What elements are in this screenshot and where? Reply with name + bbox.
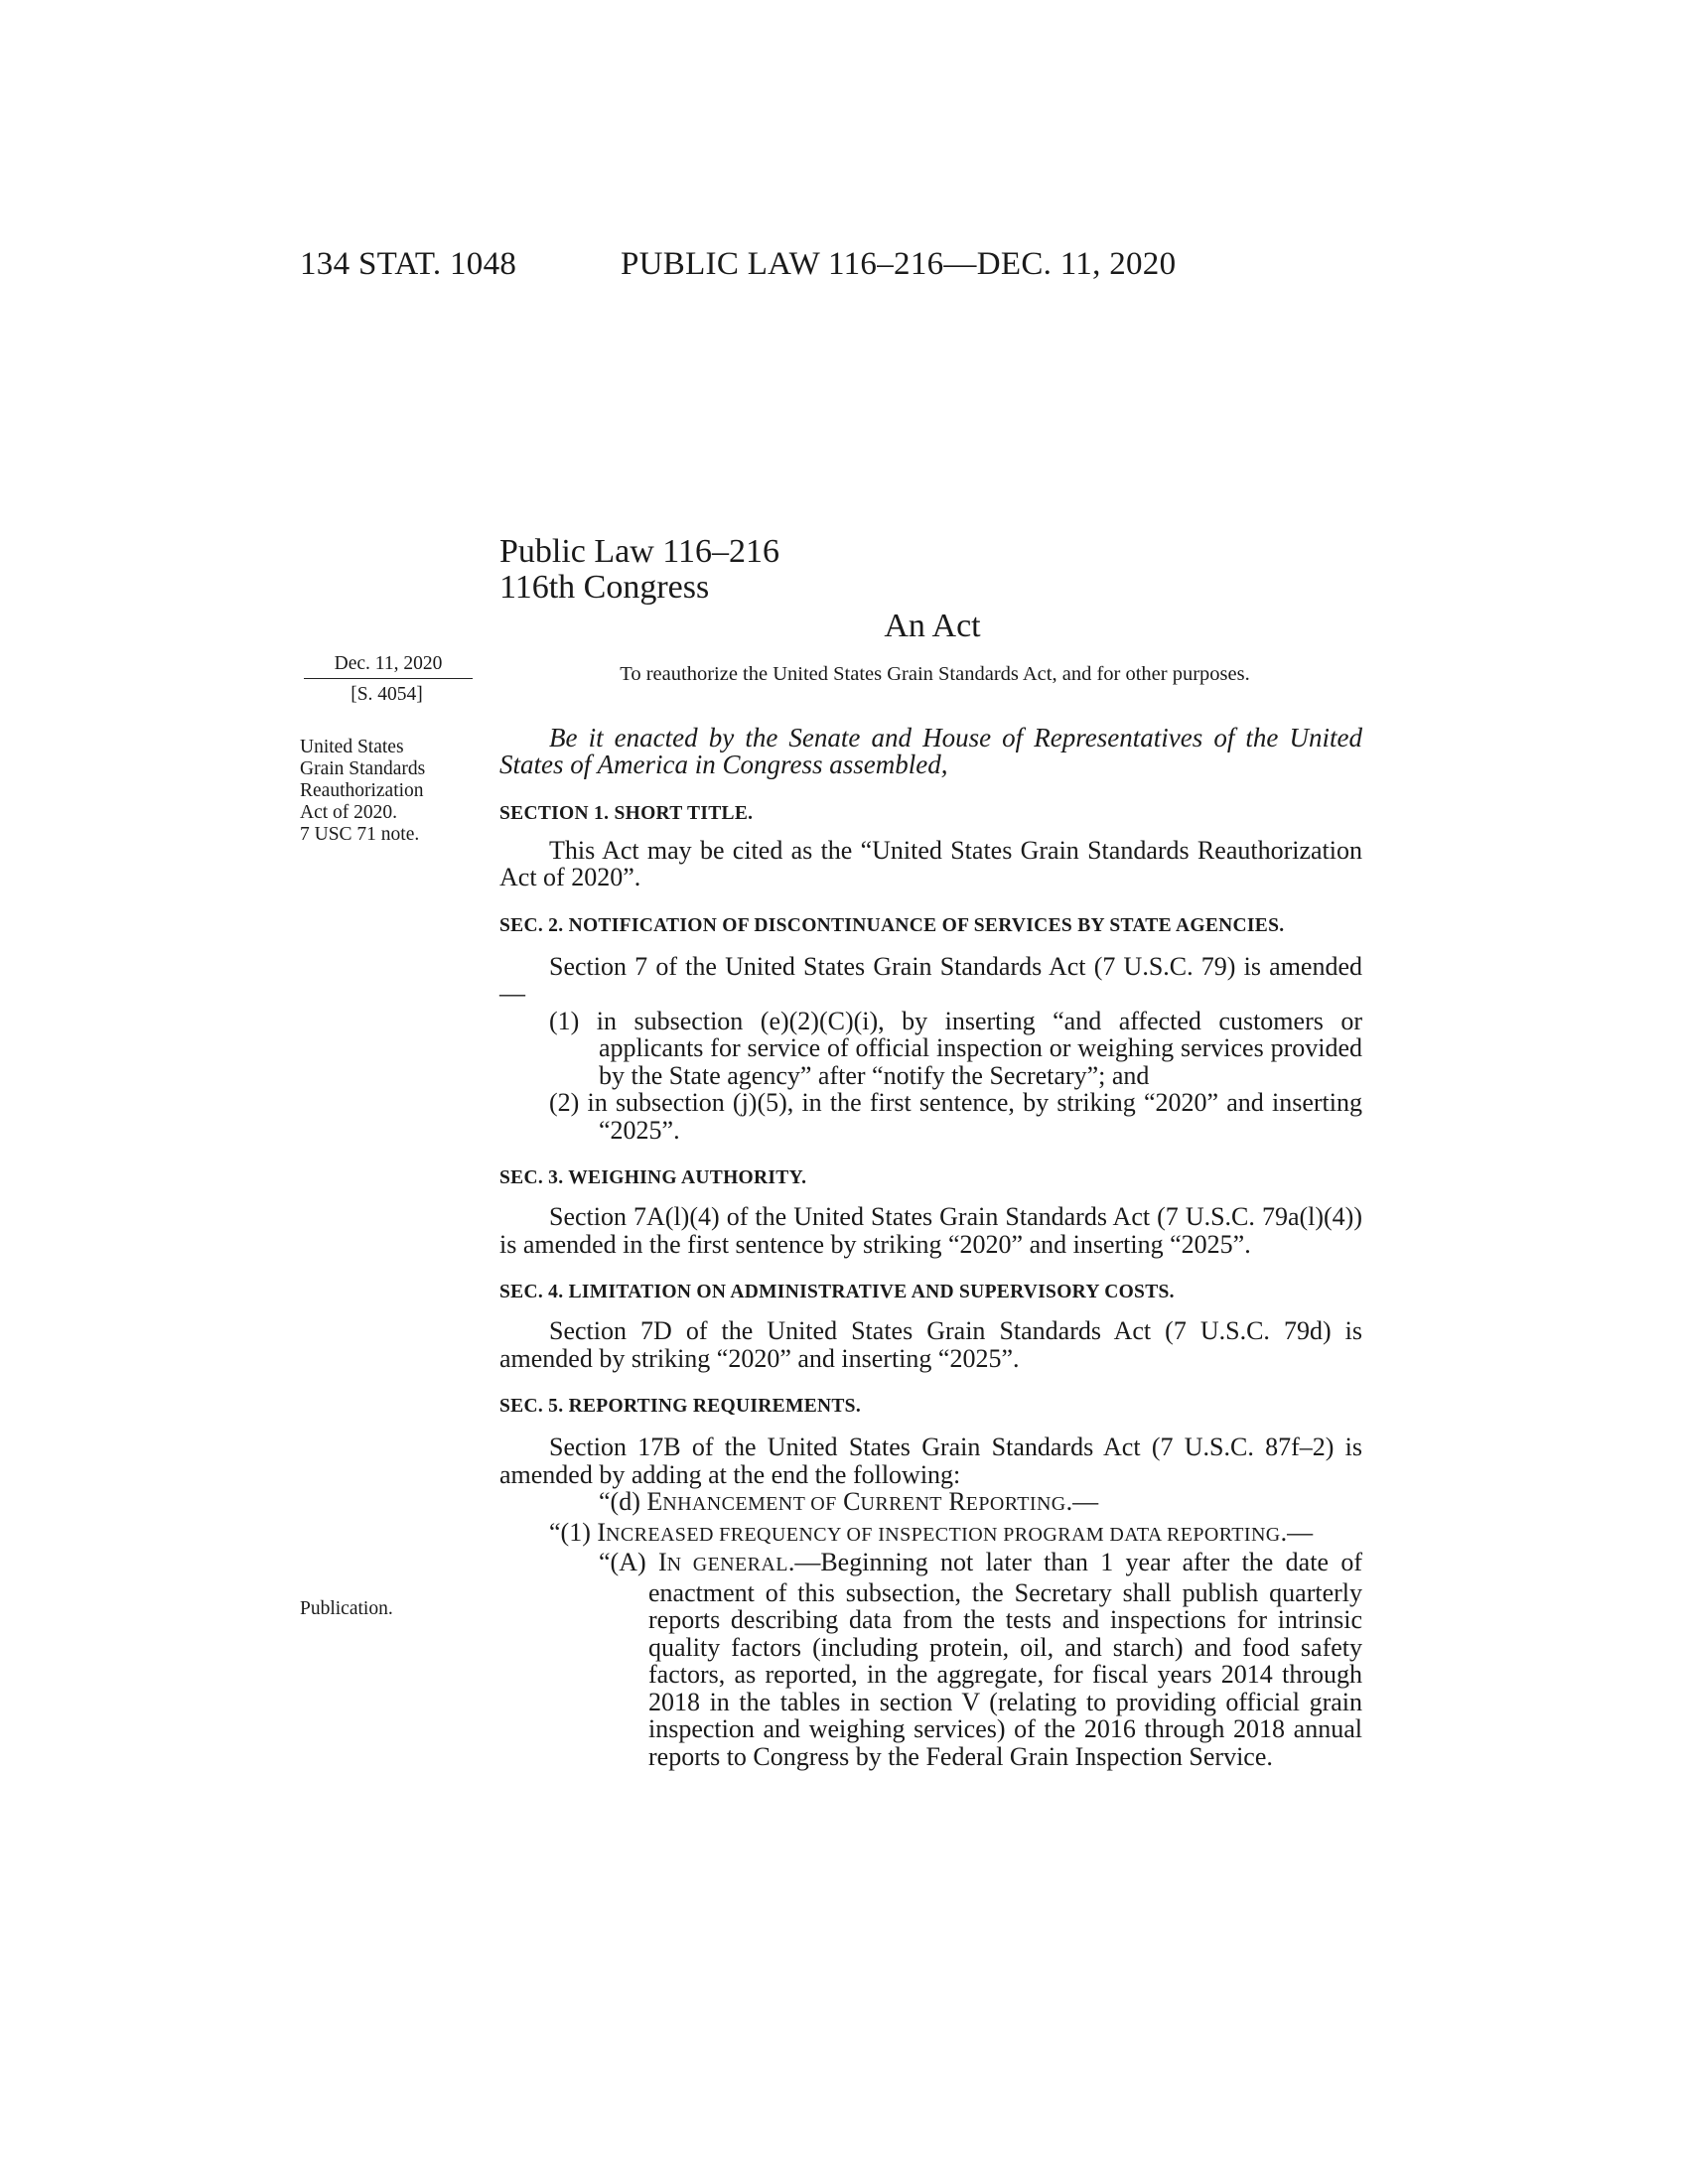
margin-date: Dec. 11, 2020 (304, 653, 473, 679)
paragraph-1-suffix: .— (1280, 1517, 1314, 1547)
section-2-item-2: (2) in subsection (j)(5), in the first sentence, by striking “2020” and inserting “2025”. (549, 1088, 1362, 1145)
margin-note-line: Reauthorization (300, 780, 424, 801)
margin-note-line: United States (300, 737, 404, 757)
paragraph-1-title: NCREASED FREQUENCY OF INSPECTION PROGRAM DATA REPORTING (606, 1523, 1281, 1546)
statute-citation: 134 STAT. 1048 (300, 246, 517, 282)
paragraph-1-prefix: “(1) I (549, 1517, 607, 1547)
enacting-clause: Be it enacted by the Senate and House of Representatives of the United States of America in Congress assembled, (499, 722, 1362, 779)
margin-date-block (300, 653, 474, 706)
subsection-d-suffix: .— (1065, 1487, 1099, 1516)
public-law-number: Public Law 116–216 (499, 533, 780, 570)
subparagraph-a (499, 1549, 1362, 1770)
section-1-heading: SECTION 1. SHORT TITLE. (499, 802, 754, 824)
congress-number: 116th Congress (499, 569, 710, 606)
section-5-intro: Section 17B of the United States Grain Standards Act (7 U.S.C. 87f–2) is amended by adding at the end the following: (499, 1433, 1362, 1489)
section-3-heading: SEC. 3. WEIGHING AUTHORITY. (499, 1167, 807, 1188)
margin-note-short-title (300, 737, 474, 846)
main-text-column (499, 655, 1362, 1770)
section-4-text: Section 7D of the United States Grain Standards Act (7 U.S.C. 79d) is amended by striking “2020” and inserting “2025”. (499, 1316, 1362, 1373)
subparagraph-a-text: .—Beginning not later than 1 year after the date of enactment of this subsection, the Secretary shall publish quarterly reports describing data from the tests and inspections for intrinsic quality factors (including protein, oil, and starch) and food safety factors, as reported, in the aggregate, for fiscal years 2014 through 2018 in the tables in section V (relating to providing official grain inspection and weighing services) of the 2016 through 2018 annual reports to Congress by the Federal Grain Inspection Service. (648, 1548, 1362, 1771)
subparagraph-a-title: N GENERAL (666, 1554, 788, 1575)
an-act-heading: An Act (884, 608, 981, 644)
act-purpose: To reauthorize the United States Grain Standards Act, and for other purposes. (620, 663, 1250, 685)
margin-note-line: Act of 2020. (300, 802, 398, 823)
subsection-d-r: R (941, 1487, 966, 1516)
margin-note-line: 7 USC 71 note. (300, 824, 420, 845)
margin-bill-number: [S. 4054] (351, 684, 423, 705)
subsection-d-heading (499, 1488, 1362, 1519)
section-2-item-1: (1) in subsection (e)(2)(C)(i), by inserting “and affected customers or applicants for service of official inspection or weighing services provided by the State agency” after “notify the Secretary”; and (549, 1006, 1362, 1090)
section-2-heading: SEC. 2. NOTIFICATION OF DISCONTINUANCE OF SERVICES BY STATE AGENCIES. (499, 914, 1285, 936)
subsection-d-c: C (836, 1487, 861, 1516)
section-1-text: This Act may be cited as the “United States Grain Standards Reauthorization Act of 2020”. (499, 835, 1362, 891)
margin-note-publication: Publication. (300, 1598, 393, 1619)
law-title-block (499, 534, 779, 606)
subsection-d-title: NHANCEMENT OF (662, 1493, 837, 1515)
section-5-heading: SEC. 5. REPORTING REQUIREMENTS. (499, 1396, 862, 1417)
margin-note-line: Grain Standards (300, 758, 426, 779)
subsection-d-prefix: “(d) E (599, 1487, 663, 1516)
section-2-intro: Section 7 of the United States Grain Standards Act (7 U.S.C. 79) is amended— (499, 951, 1362, 1008)
subsection-d-title-3: EPORTING (965, 1493, 1066, 1515)
section-4-heading: SEC. 4. LIMITATION ON ADMINISTRATIVE AND SUPERVISORY COSTS. (499, 1282, 1175, 1302)
subparagraph-a-prefix: “(A) I (599, 1548, 667, 1576)
section-3-text: Section 7A(l)(4) of the United States Grain Standards Act (7 U.S.C. 79a(l)(4)) is amended in the first sentence by striking “2020” and inserting “2025”. (499, 1202, 1362, 1259)
subsection-d-title-2: URRENT (860, 1493, 942, 1515)
paragraph-1-heading (450, 1519, 1362, 1550)
law-header: PUBLIC LAW 116–216—DEC. 11, 2020 (621, 246, 1177, 282)
